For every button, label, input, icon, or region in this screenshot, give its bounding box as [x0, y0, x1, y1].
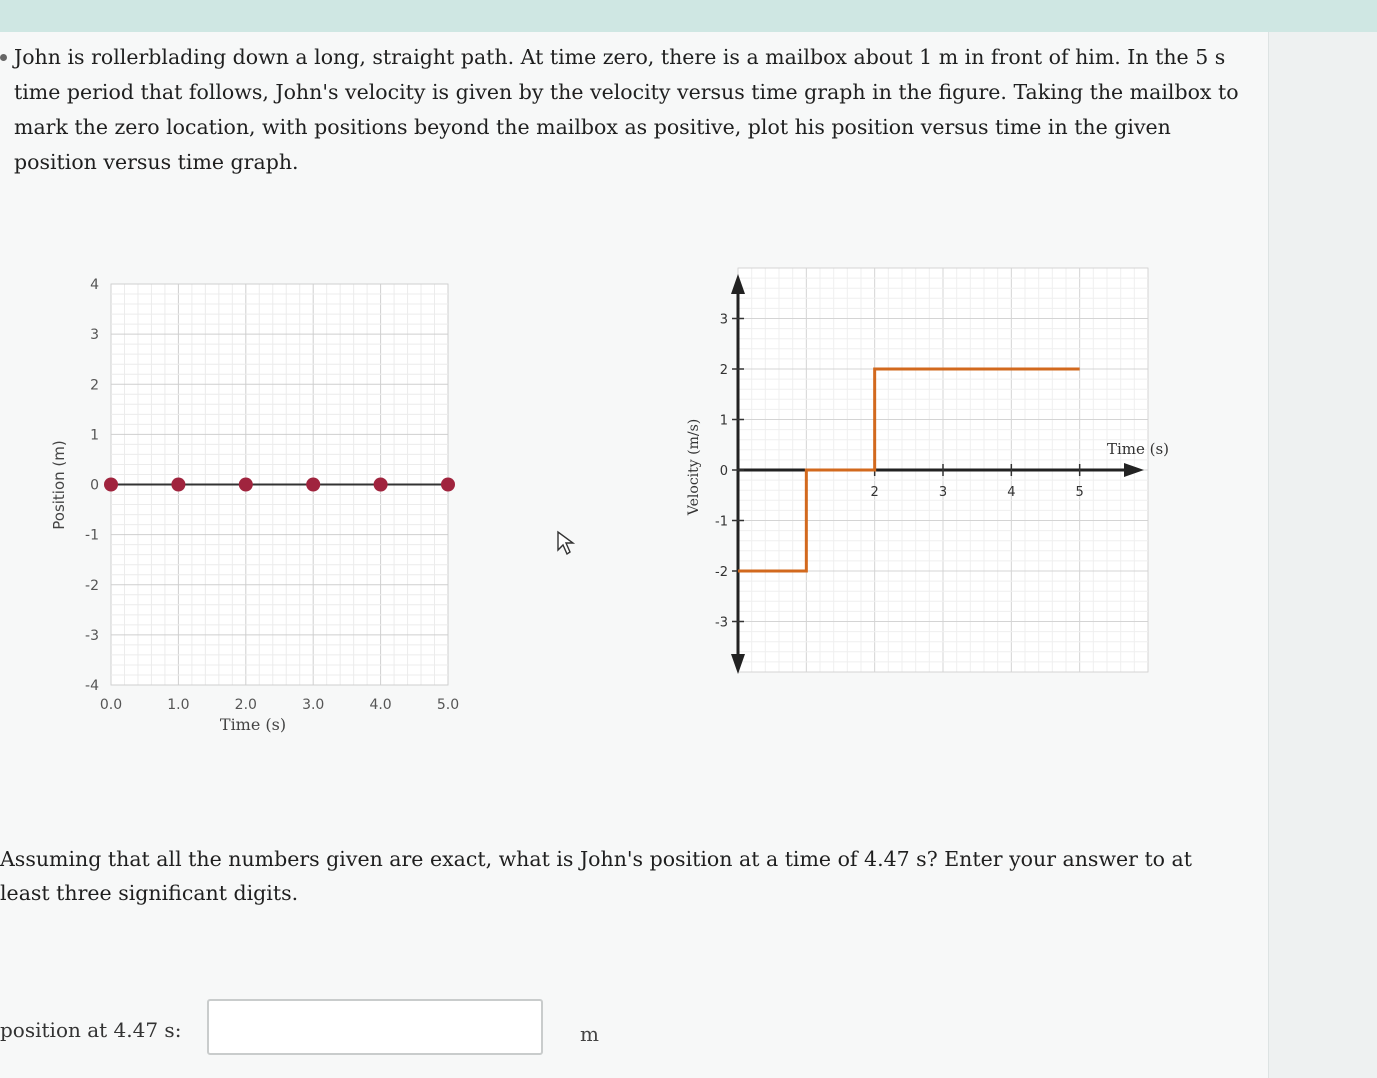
- position-point-handle[interactable]: [374, 478, 388, 492]
- answer-unit: m: [580, 1022, 599, 1046]
- y-tick-label: 0: [90, 477, 99, 494]
- answer-label: position at 4.47 s:: [0, 1018, 182, 1042]
- y-tick-label: 0: [719, 464, 728, 479]
- position-point-handle[interactable]: [239, 478, 253, 492]
- y-tick-label: -3: [85, 627, 99, 644]
- x-tick-label: 2: [870, 485, 879, 500]
- y-tick-label: 3: [719, 312, 728, 328]
- y-tick-label: -3: [715, 615, 728, 631]
- position-point-handle[interactable]: [171, 478, 185, 492]
- question-text: John is rollerblading down a long, straight path. At time zero, there is a mailbox about 1 m in front of him. In the 5 s time period that follows, John's velocity is given by the velocity versus time graph in the figure. Taking the mailbox to mark the zero location, with positions beyond the mailbox as positive, plot his position versus time in the given position versus time graph.: [14, 45, 1239, 174]
- answer-input[interactable]: [207, 999, 543, 1055]
- x-tick-label: 3.0: [302, 697, 325, 713]
- x-tick-label: 5.0: [436, 697, 460, 713]
- y-tick-label: -4: [85, 678, 99, 694]
- position-point-handle[interactable]: [306, 478, 320, 492]
- position-y-label: Position (m): [50, 440, 68, 530]
- y-tick-label: 2: [719, 363, 728, 378]
- x-tick-label: 4: [1007, 485, 1016, 500]
- y-tick-label: -2: [715, 565, 728, 580]
- velocity-chart: [676, 262, 1176, 682]
- y-tick-label: 2: [90, 377, 99, 394]
- position-x-label: Time (s): [219, 715, 287, 734]
- y-tick-label: -1: [85, 527, 99, 544]
- velocity-y-label: Velocity (m/s): [686, 418, 702, 516]
- position-point-handle[interactable]: [441, 478, 455, 492]
- y-tick-label: 4: [90, 277, 99, 293]
- mouse-cursor-icon: [556, 530, 576, 556]
- x-tick-label: 0.0: [99, 697, 123, 713]
- question-2-text: Assuming that all the numbers given are exact, what is John's position at a time of 4.47 s? Enter your answer to at least three significant digits.: [0, 847, 1193, 905]
- x-tick-label: 4.0: [369, 697, 392, 713]
- x-tick-label: 2.0: [234, 697, 257, 713]
- y-tick-label: 1: [719, 413, 728, 429]
- y-tick-label: -1: [715, 514, 728, 530]
- y-tick-label: -2: [85, 577, 99, 594]
- x-tick-label: 5: [1075, 485, 1084, 500]
- position-point-handle[interactable]: [104, 478, 118, 492]
- velocity-x-label: Time (s): [1106, 440, 1170, 458]
- right-margin: [1269, 32, 1377, 1078]
- y-tick-label: 1: [90, 427, 99, 444]
- y-tick-label: 3: [90, 327, 99, 344]
- bullet-icon: [0, 54, 7, 61]
- x-tick-label: 1.0: [167, 697, 190, 713]
- position-chart[interactable]: [40, 270, 480, 740]
- top-band: [0, 0, 1377, 32]
- x-tick-label: 3: [938, 485, 948, 500]
